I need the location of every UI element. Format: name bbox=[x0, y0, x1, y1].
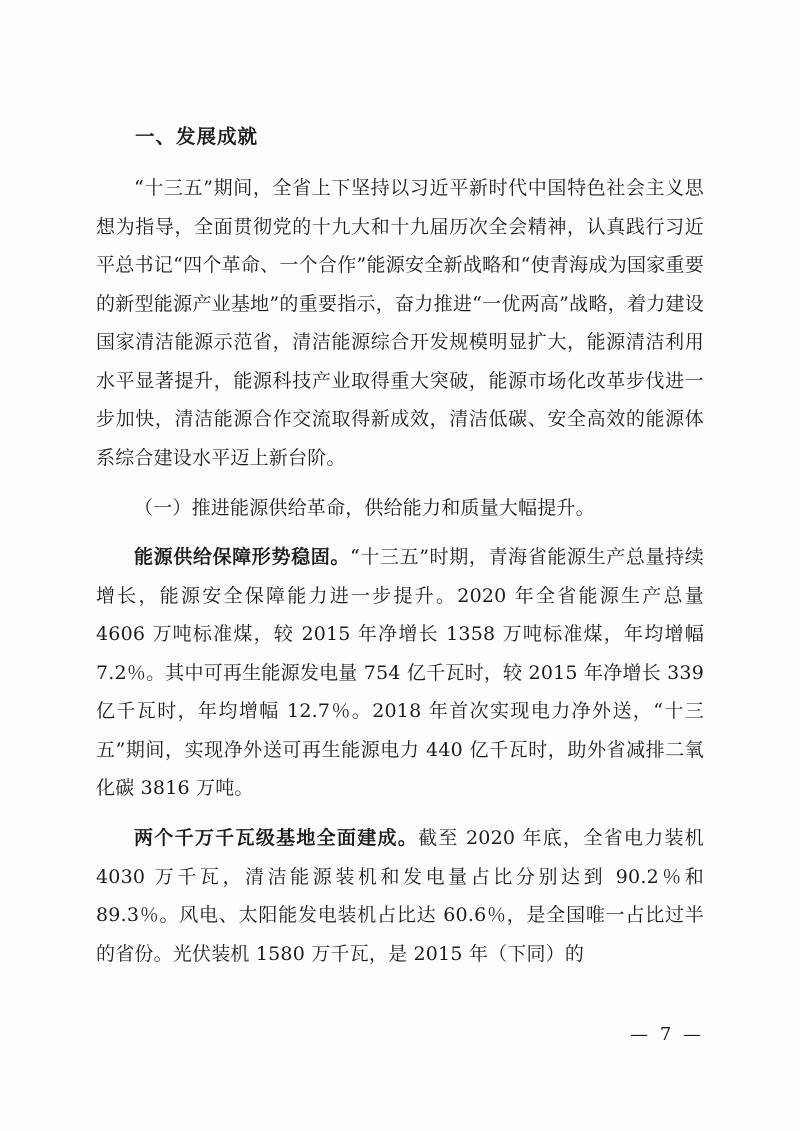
page-number: — 7 — bbox=[630, 1024, 704, 1045]
paragraph-supply-guarantee bbox=[96, 538, 704, 808]
paragraph-lead: 能源供给保障形势稳固。 bbox=[134, 546, 350, 569]
page-title: 一、发展成就 bbox=[135, 125, 259, 148]
page-content bbox=[96, 118, 704, 977]
paragraph-intro bbox=[96, 169, 704, 478]
paragraph-text: （一）推进能源供给革命，供给能力和质量大幅提升。 bbox=[134, 496, 595, 519]
paragraph-text: “十三五”时期，青海省能源生产总量持续增长，能源安全保障能力进一步提升。2020 年全省能源生产总量 4606 万吨标准煤，较 2015 年净增长 1358 万吨标准煤，年均增幅 7.2％。其中可再生能源发电量 754 亿千瓦时，较 2015 年净增长 339 亿千瓦时，年均增幅 12.7％。2018 年首次实现电力净外送，“十三五”期间，实现净外送可再生能源电力 440 亿千瓦时，助外省减排二氧化碳 3816 万吨。 bbox=[96, 546, 704, 800]
paragraph-text: 截至 2020 年底，全省电力装机 4030 万千瓦，清洁能源装机和发电量占比分别达到 90.2％和 89.3％。风电、太阳能发电装机占比达 60.6％，是全国唯一占比过半的省份。光伏装机 1580 万千瓦，是 2015 年（下同）的 bbox=[96, 827, 704, 965]
paragraph-text: “十三五”期间，全省上下坚持以习近平新时代中国特色社会主义思想为指导，全面贯彻党的十九大和十九届历次全会精神，认真践行习近平总书记“四个革命、一个合作”能源安全新战略和“使青海成为国家重要的新型能源产业基地”的重要指示，奋力推进“一优两高”战略，着力建设国家清洁能源示范省，清洁能源综合开发规模明显扩大，能源清洁利用水平显著提升，能源科技产业取得重大突破，能源市场化改革步伐进一步加快，清洁能源合作交流取得新成效，清洁低碳、安全高效的能源体系综合建设水平迈上新台阶。 bbox=[96, 177, 704, 469]
paragraph-two-bases bbox=[96, 819, 704, 973]
paragraph-section-one-title bbox=[96, 489, 704, 528]
paragraph-lead: 两个千万千瓦级基地全面建成。 bbox=[134, 827, 419, 850]
